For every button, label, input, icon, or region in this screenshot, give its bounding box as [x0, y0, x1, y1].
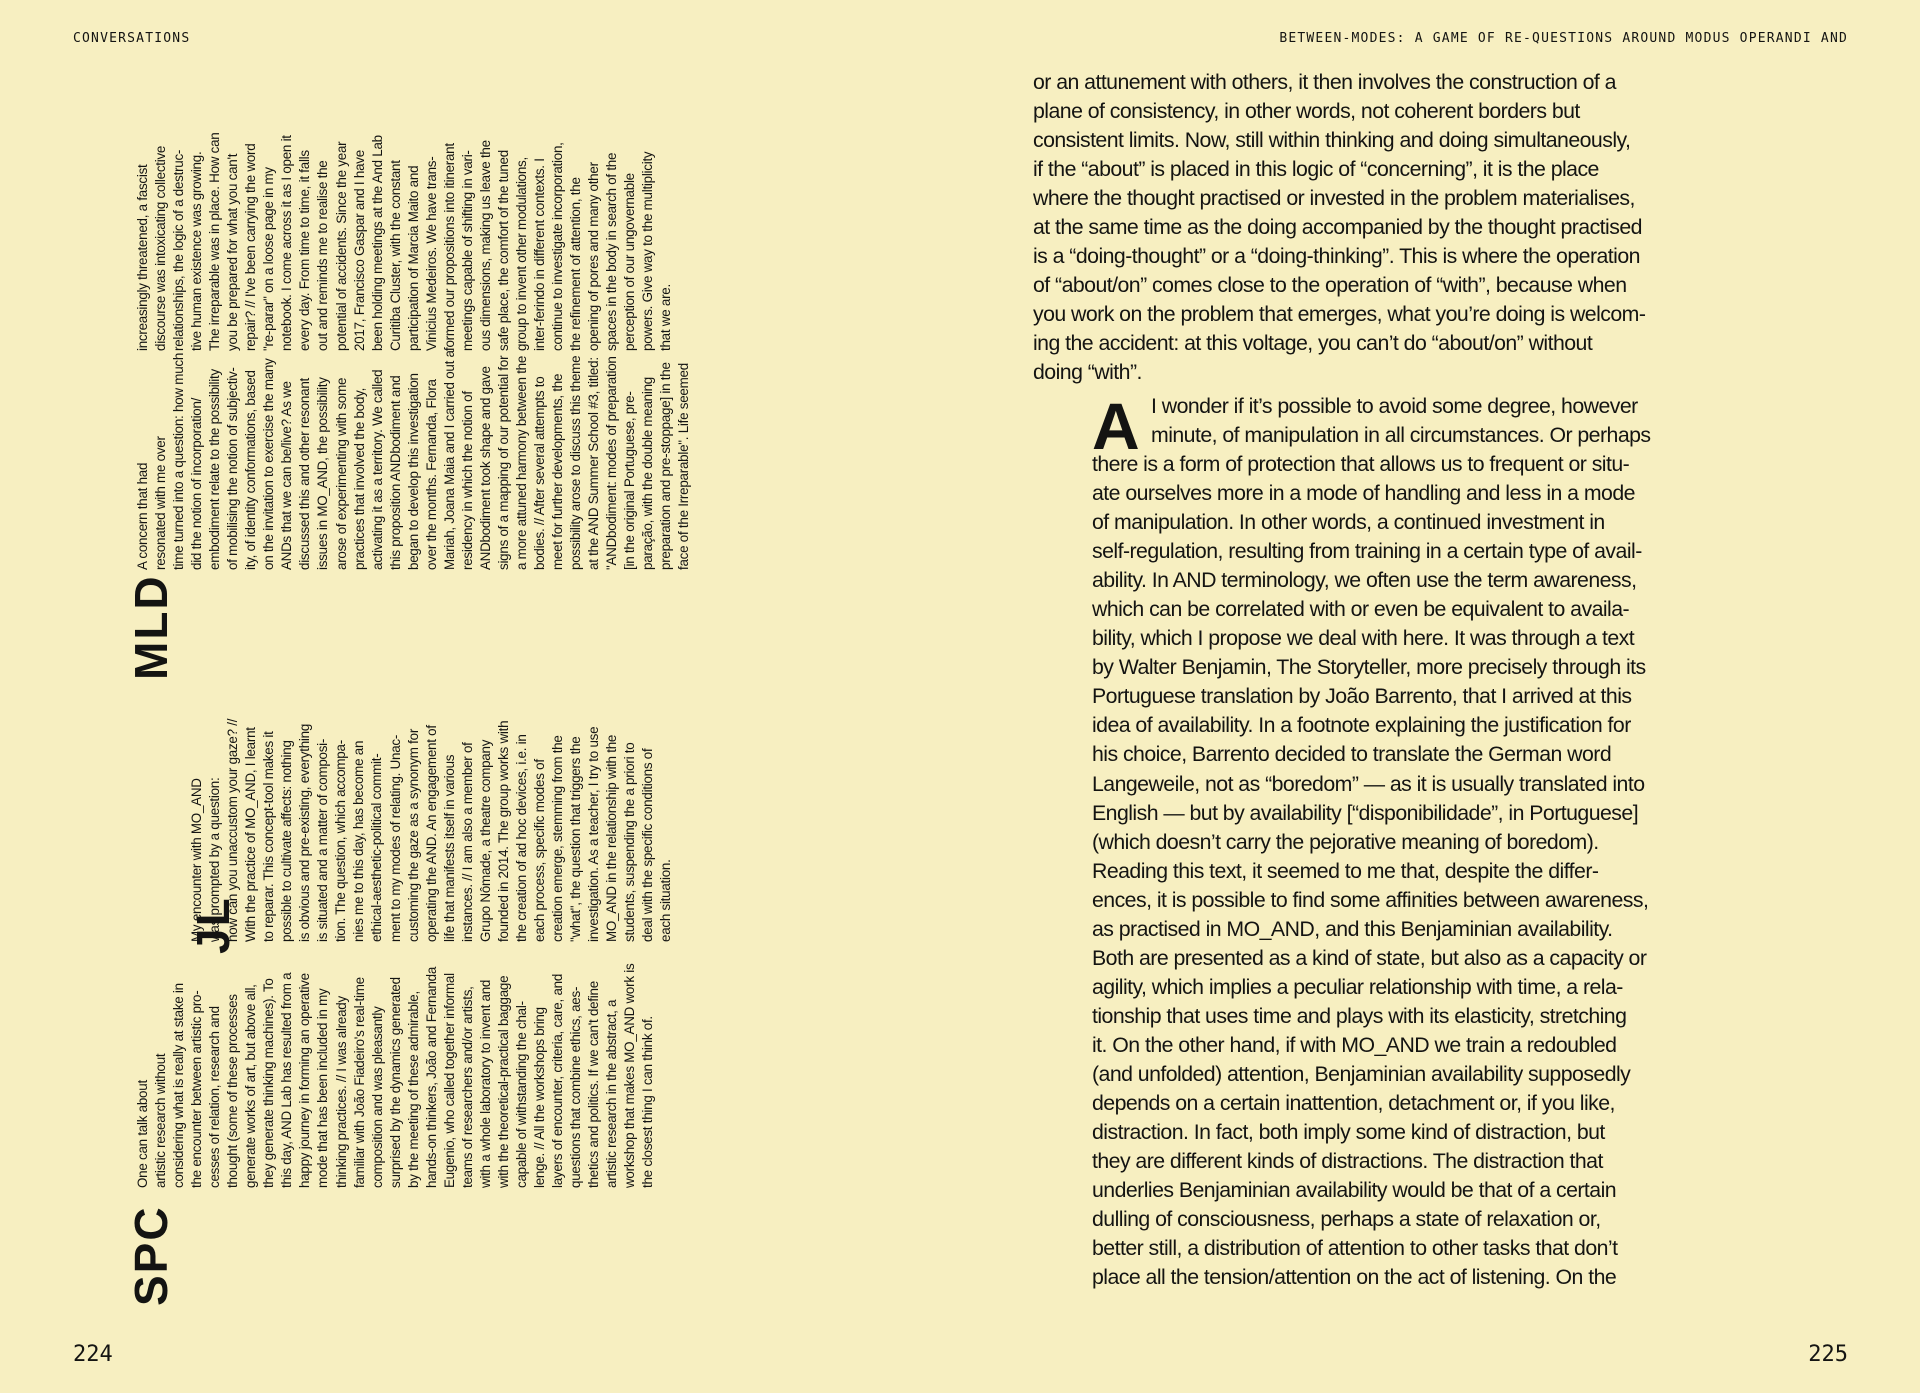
- running-head-left: CONVERSATIONS: [73, 31, 191, 46]
- speaker-tag-mld: MLD: [125, 574, 177, 680]
- mld-text: A concern that had resonated with me over time turned into a question: how much did the notion of incorporation/ embodiment relate to the possibility of mobilising the notion of subjectiv- ity, of identity conformations, based on the invitation to exercise the many ANDs that we can be/live? As we discussed this and other resonant issues in MO_AND, the possibility arose of experimenting with some practices that involved the body, activating it as a territory. We called this proposition ANDbodiment and began to develop this investigation over the months. Fernanda, Flora Mariah, Joana Maia and I carried out a residency in which the notion of ANDbodiment took shape and gave signs of a mapping of our potential for a more attuned harmony between the bodies. // After several attempts to meet for further developments, the possibility arose to discuss this theme at the AND Summer School #3, titled: "ANDbodiment: modes of preparation [in the original Portuguese, pre- paração, with the double meaning preparation and pre-stoppage] in the face of the Irreparable". Life seemed: [135, 350, 692, 570]
- mld-text-continued: increasingly threatened, a fascist discourse was intoxicating collective relationships, the logic of a destruc- tive human existence was growing. The irreparable was in place. How can you be prepared for what you can't repair? // I've been carrying the word "re-parar" on a loose page in my notebook. I come across it as I open it every day. From time to time, it falls out and reminds me to realise the potential of accidents. Since the year 2017, Francisco Gaspar and I have been holding meetings at the And Lab Curitiba Cluster, with the constant participation of Marcia Maito and Vinicius Medeiros. We have trans- formed our propositions into itinerant meetings capable of shifting in vari- ous dimensions, making us leave the safe place, the comfort of the tuned group to invent other modulations, inter-ferindo in different contexts. I continue to investigate incorporation, the refinement of attention, the opening of pores and many other spaces in the body in search of the perception of our ungovernable powers. Give way to the multiplicity that we are.: [135, 132, 674, 351]
- drop-cap: A: [1092, 389, 1140, 463]
- speaker-tag-jl: JL: [187, 896, 239, 954]
- page-number-right: 225: [1808, 1342, 1848, 1367]
- spc-text: One can talk about artistic research without considering what is really at stake in the encounter between artistic pro- cesses of relation, research and thought (some of these processes generate works of art, but above all, they generate thinking machines). To this day, AND Lab has resulted from a happy journey in forming an operative mode that has been included in my thinking practices. // I was already familiar with João Fiadeiro's real-time composition and was pleasantly surprised by the dynamics generated by the meeting of these admirable, hands-on thinkers, João and Fernanda Eugenio, who called together informal teams of researchers and/or artists, with a whole laboratory to invent and with the theoretical-practical baggage capable of withstanding the chal- lenge. // All the workshops bring layers of encounter, criteria, care, and questions that combine ethics, aes- thetics and politics. If we can't define artistic research in the abstract, a workshop that makes MO_AND work is the closest thing I can think of.: [135, 963, 656, 1188]
- body-paragraph-2-lead: I wonder if it’s possible to avoid some degree, however minute, of manipulation in all circumstances. Or perhaps: [1151, 394, 1651, 448]
- running-head-right: BETWEEN-MODES: A GAME OF RE-QUESTIONS AROUND MODUS OPERANDI AND: [1279, 31, 1848, 46]
- jl-text: My encounter with MO_AND was prompted by a question: how can you unaccustom your gaze? // With the practice of MO_AND, I learnt to reparar. This concept-tool makes it possible to cultivate affects: nothing is obvious and pre-existing, everything is situated and a matter of composi- tion. The question, which accompa- nies me to this day, has become an ethical-aesthetic-political commit- ment to my modes of relating. Unac- customing the gaze as a synonym for operating the AND. An engagement of life that manifests itself in various instances. // I am also a member of Grupo Nômade, a theatre company founded in 2014. The group works with the creation of ad hoc devices, i.e. in each process, specific modes of creation emerge, stemming from the "what", the question that triggers the investigation. As a teacher, I try to use MO_AND in the relationship with the students, suspending the a priori to deal with the specific conditions of each situation.: [189, 718, 674, 942]
- body-paragraph-1: or an attunement with others, it then involves the construction of a plane of consistency, in other words, not coherent borders but consistent limits. Now, still within thinking and doing simultaneously, if the “about” is placed in this logic of “concerning”, it is the place where the thought practised or invested in the problem materialises, at the same time as the doing accompanied by the thought practised is a “doing-thought” or a “doing-thinking”. This is where the operation of “about/on” comes close to the operation of “with”, because when you work on the problem that emerges, what you’re doing is welcom- ing the accident: at this voltage, you can’t do “about/on” without doing “with”.: [1033, 70, 1646, 385]
- body-paragraph-2: there is a form of protection that allows us to frequent or situ- ate ourselves more in a mode of handling and less in a mode of manipulation. In other words, a continued investment in self-regulation, resulting from training in a certain type of avail- ability. In AND terminology, we often use the term awareness, which can be correlated with or even be equivalent to availa- bility, which I propose we deal with here. It was through a text by Walter Benjamin, The Storyteller, more precisely through its Portuguese translation by João Barrento, that I arrived at this idea of availability. In a footnote explaining the justification for his choice, Barrento decided to translate the German word Langeweile, not as “boredom” — as it is usually translated into English — but by availability [“disponibilidade”, in Portuguese] (which doesn’t carry the pejorative meaning of boredom). Reading this text, it seemed to me that, despite the differ- ences, it is possible to find some affinities between awareness, as practised in MO_AND, and this Benjaminian availability. Both are presented as a kind of state, but also as a capacity or agility, which implies a peculiar relationship with time, a rela- tionship that uses time and plays with its elasticity, stretching it. On the other hand, if with MO_AND we train a redoubled (and unfolded) attention, Benjaminian availability supposedly depends on a certain inattention, detachment or, if you like, distraction. In fact, both imply some kind of distraction, but they are different kinds of distractions. The distraction that underlies Benjaminian availability would be that of a certain dulling of consciousness, perhaps a state of relaxation or, better still, a distribution of attention to other tasks that don’t place all the tension/attention on the act of listening. On the: [1092, 452, 1649, 1290]
- page-number-left: 224: [73, 1342, 113, 1367]
- speaker-tag-spc: SPC: [125, 1205, 177, 1306]
